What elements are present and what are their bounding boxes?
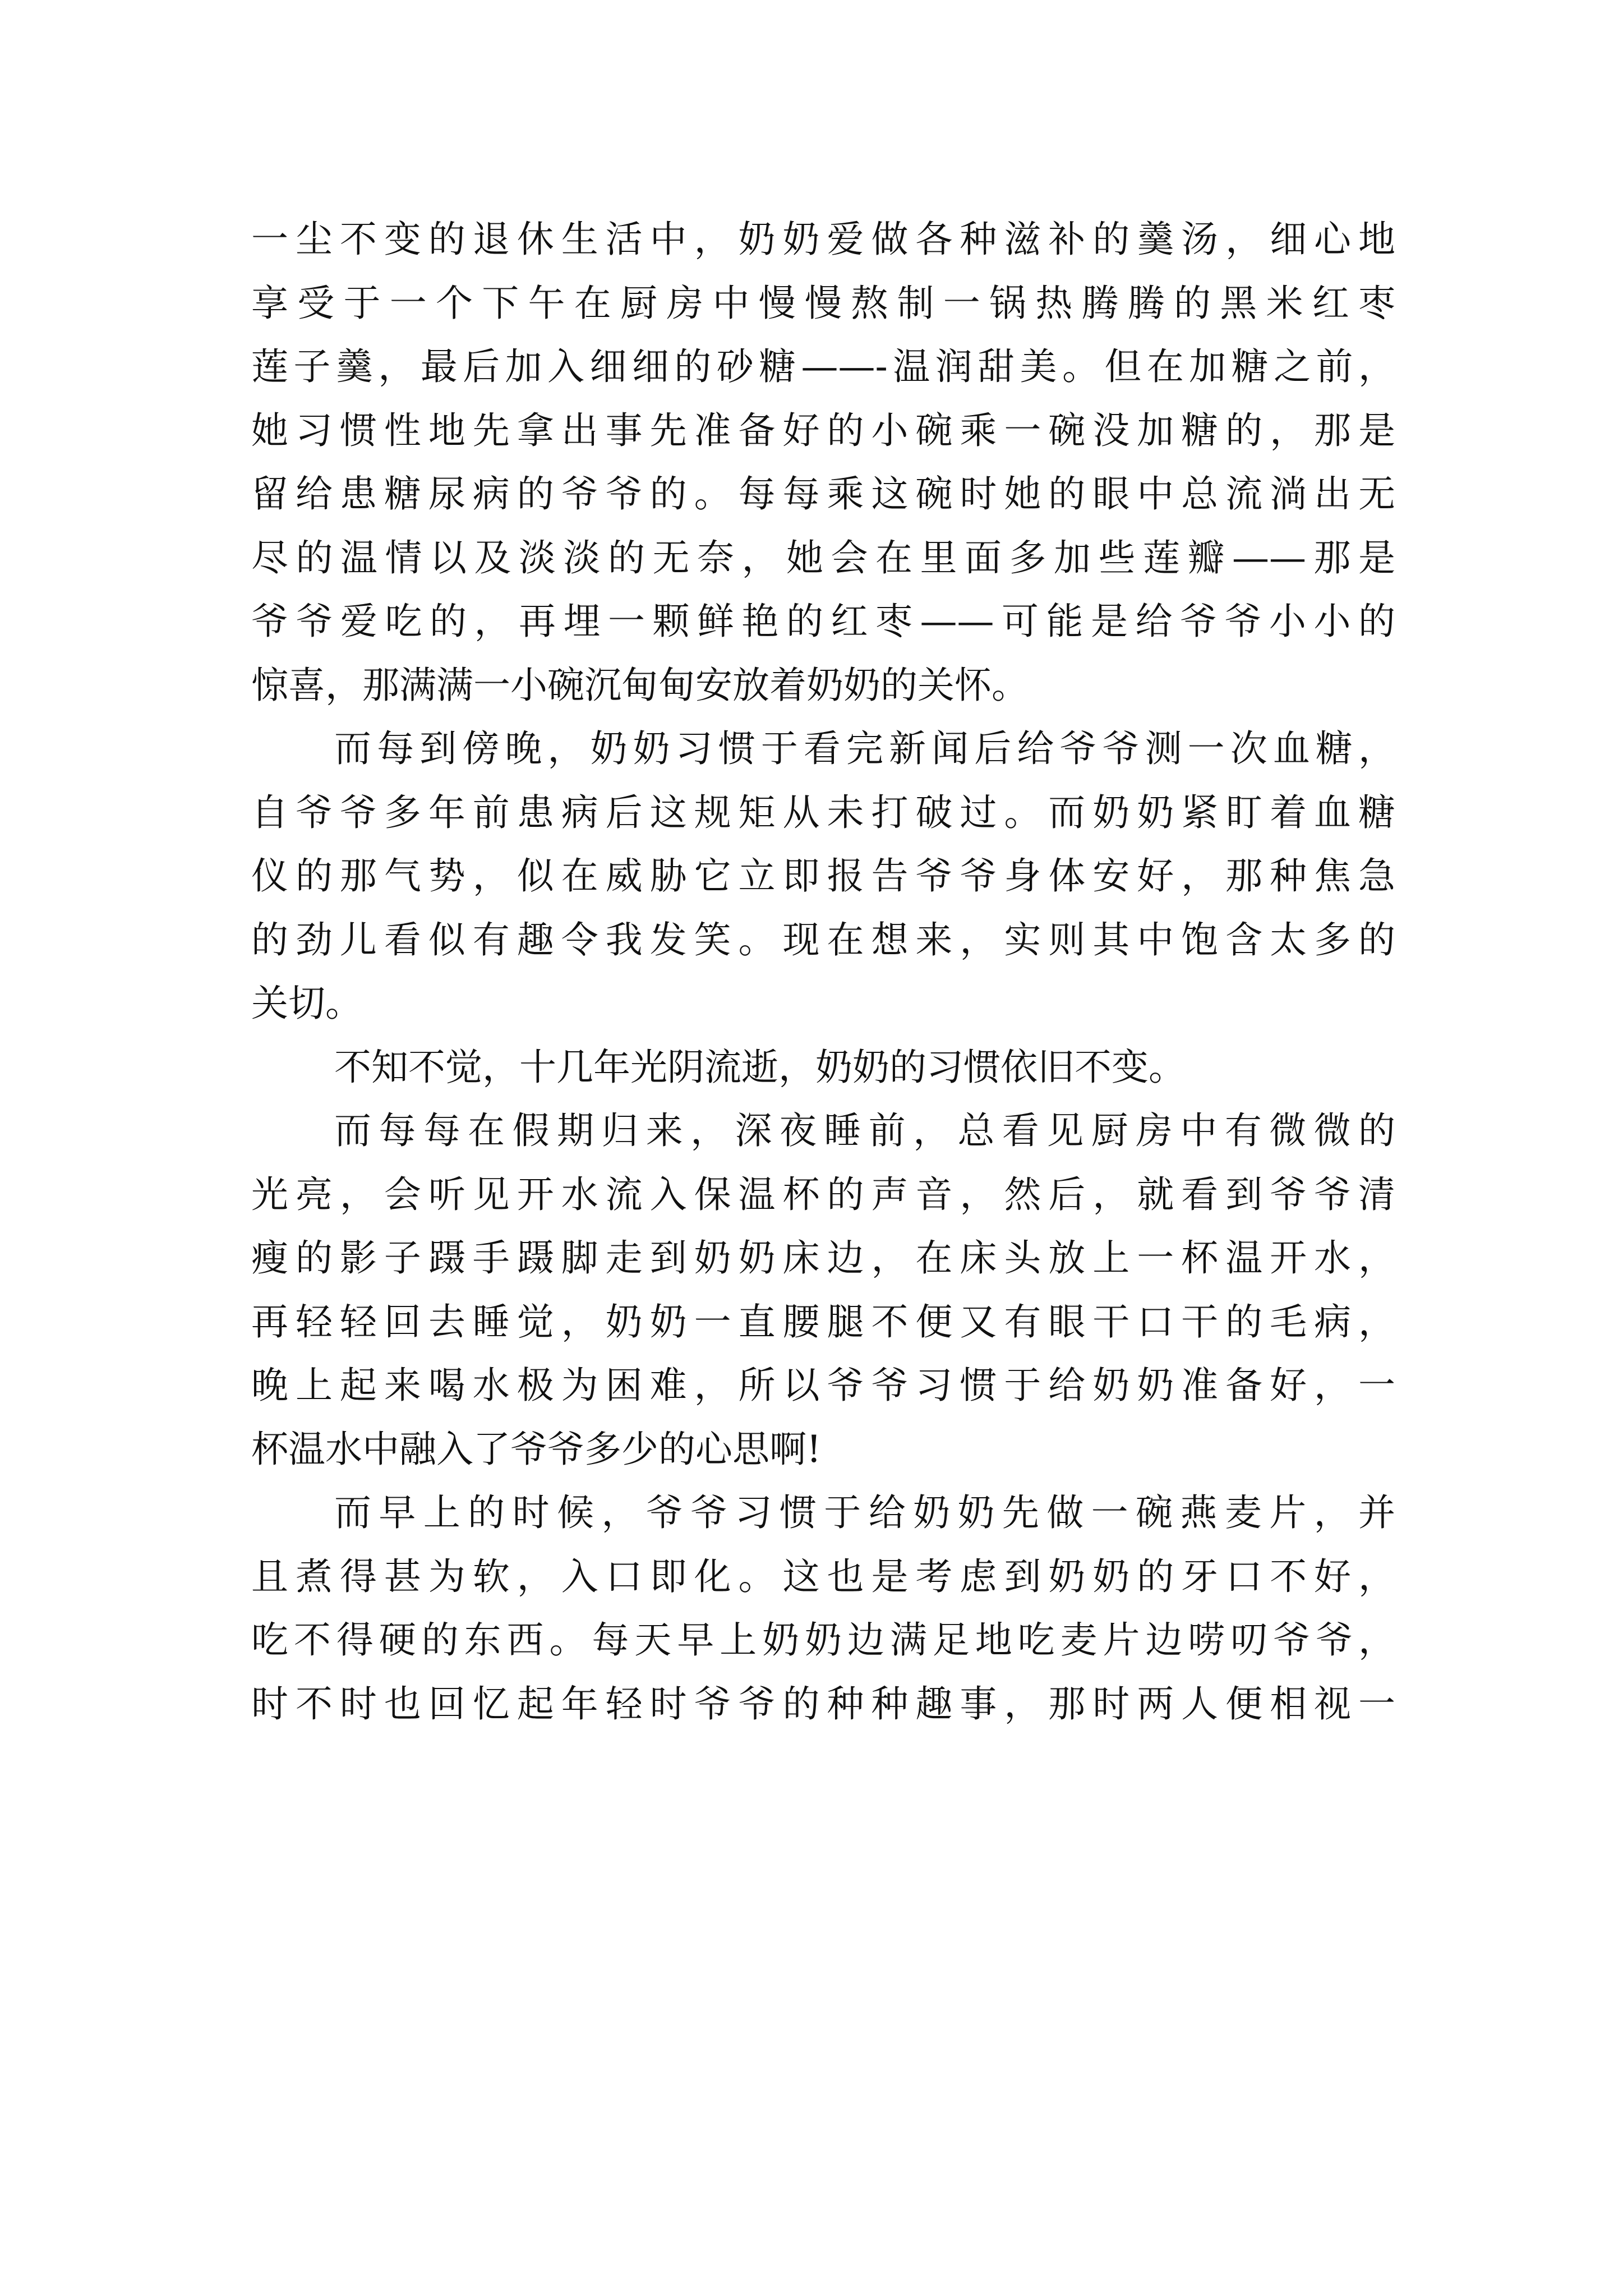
text-line: 她习惯性地先拿出事先准备好的小碗乘一碗没加糖的，那是 [251, 408, 1395, 452]
text-line: 而每每在假期归来，深夜睡前，总看见厨房中有微微的 [334, 1109, 1395, 1152]
text-line: 爷爷爱吃的，再埋一颗鲜艳的红枣——可能是给爷爷小小的 [251, 600, 1395, 643]
text-line: 且煮得甚为软，入口即化。这也是考虑到奶奶的牙口不好， [251, 1554, 1395, 1598]
text-line: 的劲儿看似有趣令我发笑。现在想来，实则其中饱含太多的 [251, 918, 1395, 961]
text-line: 一尘不变的退休生活中，奶奶爱做各种滋补的羹汤，细心地 [251, 218, 1395, 261]
text-line: 时不时也回忆起年轻时爷爷的种种趣事，那时两人便相视一 [251, 1682, 1395, 1726]
text-line: 而早上的时候，爷爷习惯于给奶奶先做一碗燕麦片，并 [334, 1491, 1395, 1534]
text-line: 惊喜，那满满一小碗沉甸甸安放着奶奶的关怀。 [251, 663, 1029, 707]
text-line: 莲子羹，最后加入细细的砂糖——-温润甜美。但在加糖之前， [251, 345, 1395, 388]
text-line: 仪的那气势，似在威胁它立即报告爷爷身体安好，那种焦急 [251, 854, 1395, 898]
text-line: 光亮，会听见开水流入保温杯的声音，然后，就看到爷爷清 [251, 1172, 1395, 1216]
text-line: 不知不觉，十几年光阴流逝，奶奶的习惯依旧不变。 [334, 1045, 1186, 1089]
text-line: 再轻轻回去睡觉，奶奶一直腰腿不便又有眼干口干的毛病， [251, 1300, 1395, 1343]
text-line: 留给患糖尿病的爷爷的。每每乘这碗时她的眼中总流淌出无 [251, 472, 1395, 516]
text-line: 享受于一个下午在厨房中慢慢熬制一锅热腾腾的黑米红枣 [251, 281, 1395, 325]
text-line: 吃不得硬的东西。每天早上奶奶边满足地吃麦片边唠叨爷爷， [251, 1618, 1395, 1662]
text-line: 关切。 [251, 982, 362, 1025]
text-line: 而每到傍晚，奶奶习惯于看完新闻后给爷爷测一次血糖， [334, 727, 1395, 770]
text-line: 瘦的影子蹑手蹑脚走到奶奶床边，在床头放上一杯温开水， [251, 1236, 1395, 1280]
document-body [251, 208, 1395, 1736]
text-line: 晚上起来喝水极为困难，所以爷爷习惯于给奶奶准备好，一 [251, 1364, 1395, 1407]
text-line: 自爷爷多年前患病后这规矩从未打破过。而奶奶紧盯着血糖 [251, 790, 1395, 834]
text-line: 尽的温情以及淡淡的无奈，她会在里面多加些莲瓣——那是 [251, 536, 1395, 579]
text-line: 杯温水中融入了爷爷多少的心思啊! [251, 1427, 822, 1471]
